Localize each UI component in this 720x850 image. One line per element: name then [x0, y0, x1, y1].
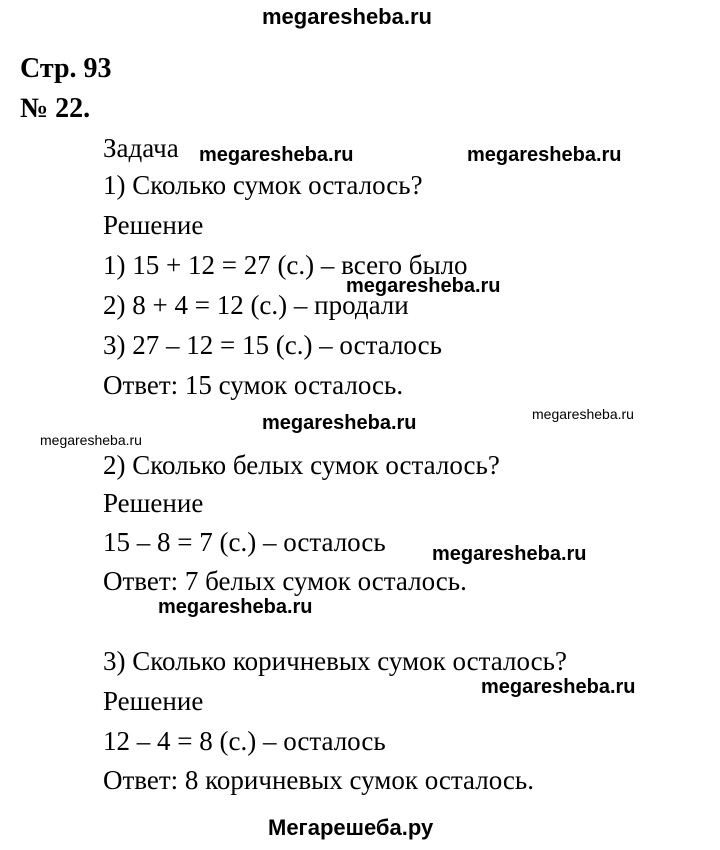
- part1-step-1: 1) 15 + 12 = 27 (с.) – всего было: [103, 250, 468, 280]
- part3-question: 3) Сколько коричневых сумок осталось?: [103, 646, 567, 676]
- watermark: megaresheba.ru: [262, 412, 417, 434]
- part1-step-2: 2) 8 + 4 = 12 (с.) – продали: [103, 290, 409, 320]
- watermark: megaresheba.ru: [432, 543, 587, 565]
- page-number: Стр. 93: [20, 53, 112, 84]
- watermark: megaresheba.ru: [40, 432, 142, 448]
- footer-watermark: Мегарешеба.ру: [268, 815, 434, 840]
- part3-solution-label: Решение: [103, 686, 204, 716]
- part2-question: 2) Сколько белых сумок осталось?: [103, 450, 500, 480]
- watermark: megaresheba.ru: [346, 275, 501, 297]
- part3-answer: Ответ: 8 коричневых сумок осталось.: [103, 765, 534, 795]
- top-watermark: megaresheba.ru: [262, 4, 432, 29]
- watermark: megaresheba.ru: [532, 406, 634, 422]
- task-title: Задача: [103, 133, 179, 163]
- part1-solution-label: Решение: [103, 210, 204, 240]
- task-number: № 22.: [20, 93, 91, 124]
- part1-step-3: 3) 27 – 12 = 15 (с.) – осталось: [103, 330, 442, 360]
- part2-answer: Ответ: 7 белых сумок осталось.: [103, 566, 467, 596]
- part1-question: 1) Сколько сумок осталось?: [103, 170, 423, 200]
- watermark: megaresheba.ru: [467, 144, 622, 166]
- part1-answer: Ответ: 15 сумок осталось.: [103, 370, 404, 400]
- part3-step: 12 – 4 = 8 (с.) – осталось: [103, 726, 386, 756]
- watermark: megaresheba.ru: [481, 676, 636, 698]
- part2-step: 15 – 8 = 7 (с.) – осталось: [103, 527, 386, 557]
- watermark: megaresheba.ru: [199, 144, 354, 166]
- watermark: megaresheba.ru: [158, 596, 313, 618]
- part2-solution-label: Решение: [103, 488, 204, 518]
